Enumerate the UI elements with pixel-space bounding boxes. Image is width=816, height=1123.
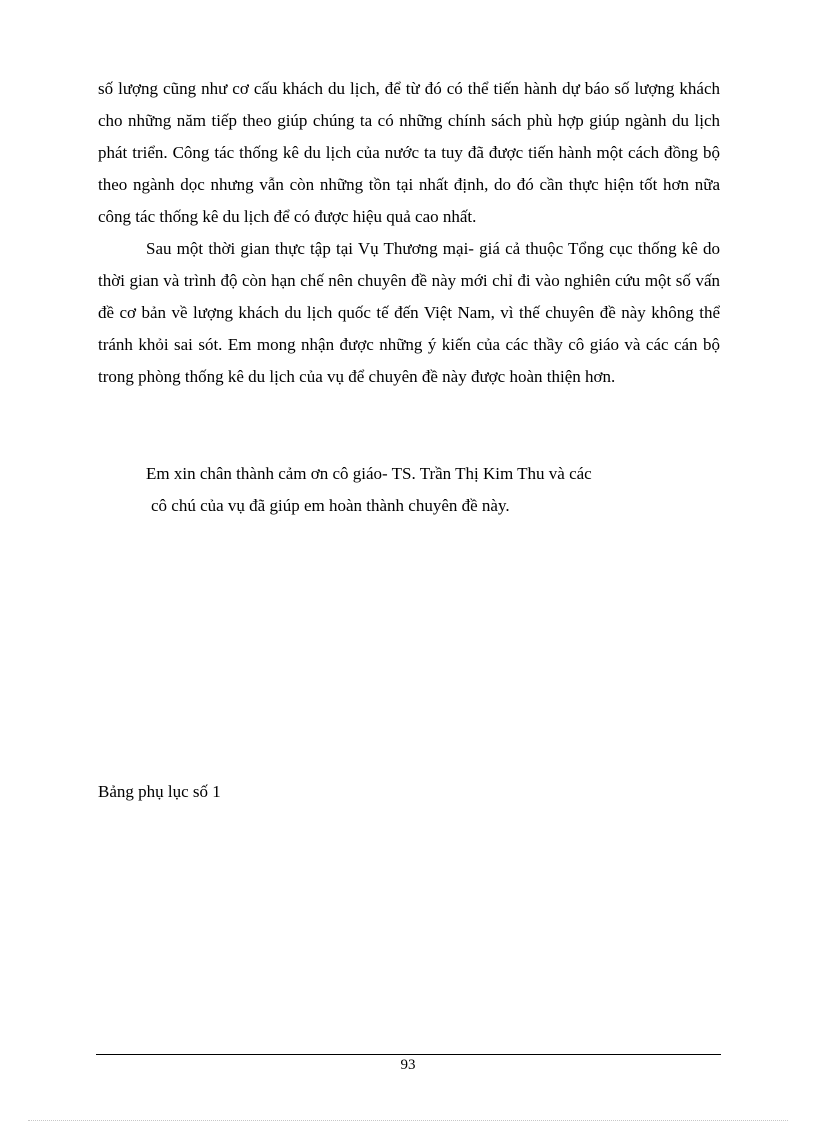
closing-line-1: Em xin chân thành cảm ơn cô giáo- TS. Trần Thị Kim Thu và các — [146, 464, 592, 483]
appendix-title: Bảng phụ lục số 1 — [98, 782, 221, 801]
page-bottom-edge — [28, 1120, 788, 1121]
paragraph-internship: Sau một thời gian thực tập tại Vụ Thương mại- giá cả thuộc Tổng cục thống kê do thời gian và trình độ còn hạn chế nên chuyên đề này mới chỉ đi vào nghiên cứu một số vấn đề cơ bản về lượng khách du lịch quốc tế đến Việt Nam, vì thế chuyên đề này không thể tránh khỏi sai sót. Em mong nhận được những ý kiến của các thầy cô giáo và các cán bộ trong phòng thống kê du lịch của vụ để chuyên đề này được hoàn thiện hơn. — [98, 239, 720, 386]
body-text — [98, 73, 720, 393]
closing-line-2: cô chú của vụ đã giúp em hoàn thành chuyên đề này. — [151, 496, 510, 515]
paragraph-intro: số lượng cũng như cơ cấu khách du lịch, để từ đó có thể tiến hành dự báo số lượng khách cho những năm tiếp theo giúp chúng ta có những chính sách phù hợp giúp ngành du lịch phát triển. Công tác thống kê du lịch của nước ta tuy đã được tiến hành một cách đồng bộ theo ngành dọc nhưng vẫn còn những tồn tại nhất định, do đó cần thực hiện tốt hơn nữa công tác thống kê du lịch để có được hiệu quả cao nhất. — [98, 79, 720, 226]
footer-divider — [96, 1054, 721, 1055]
page-number: 93 — [400, 1057, 416, 1073]
